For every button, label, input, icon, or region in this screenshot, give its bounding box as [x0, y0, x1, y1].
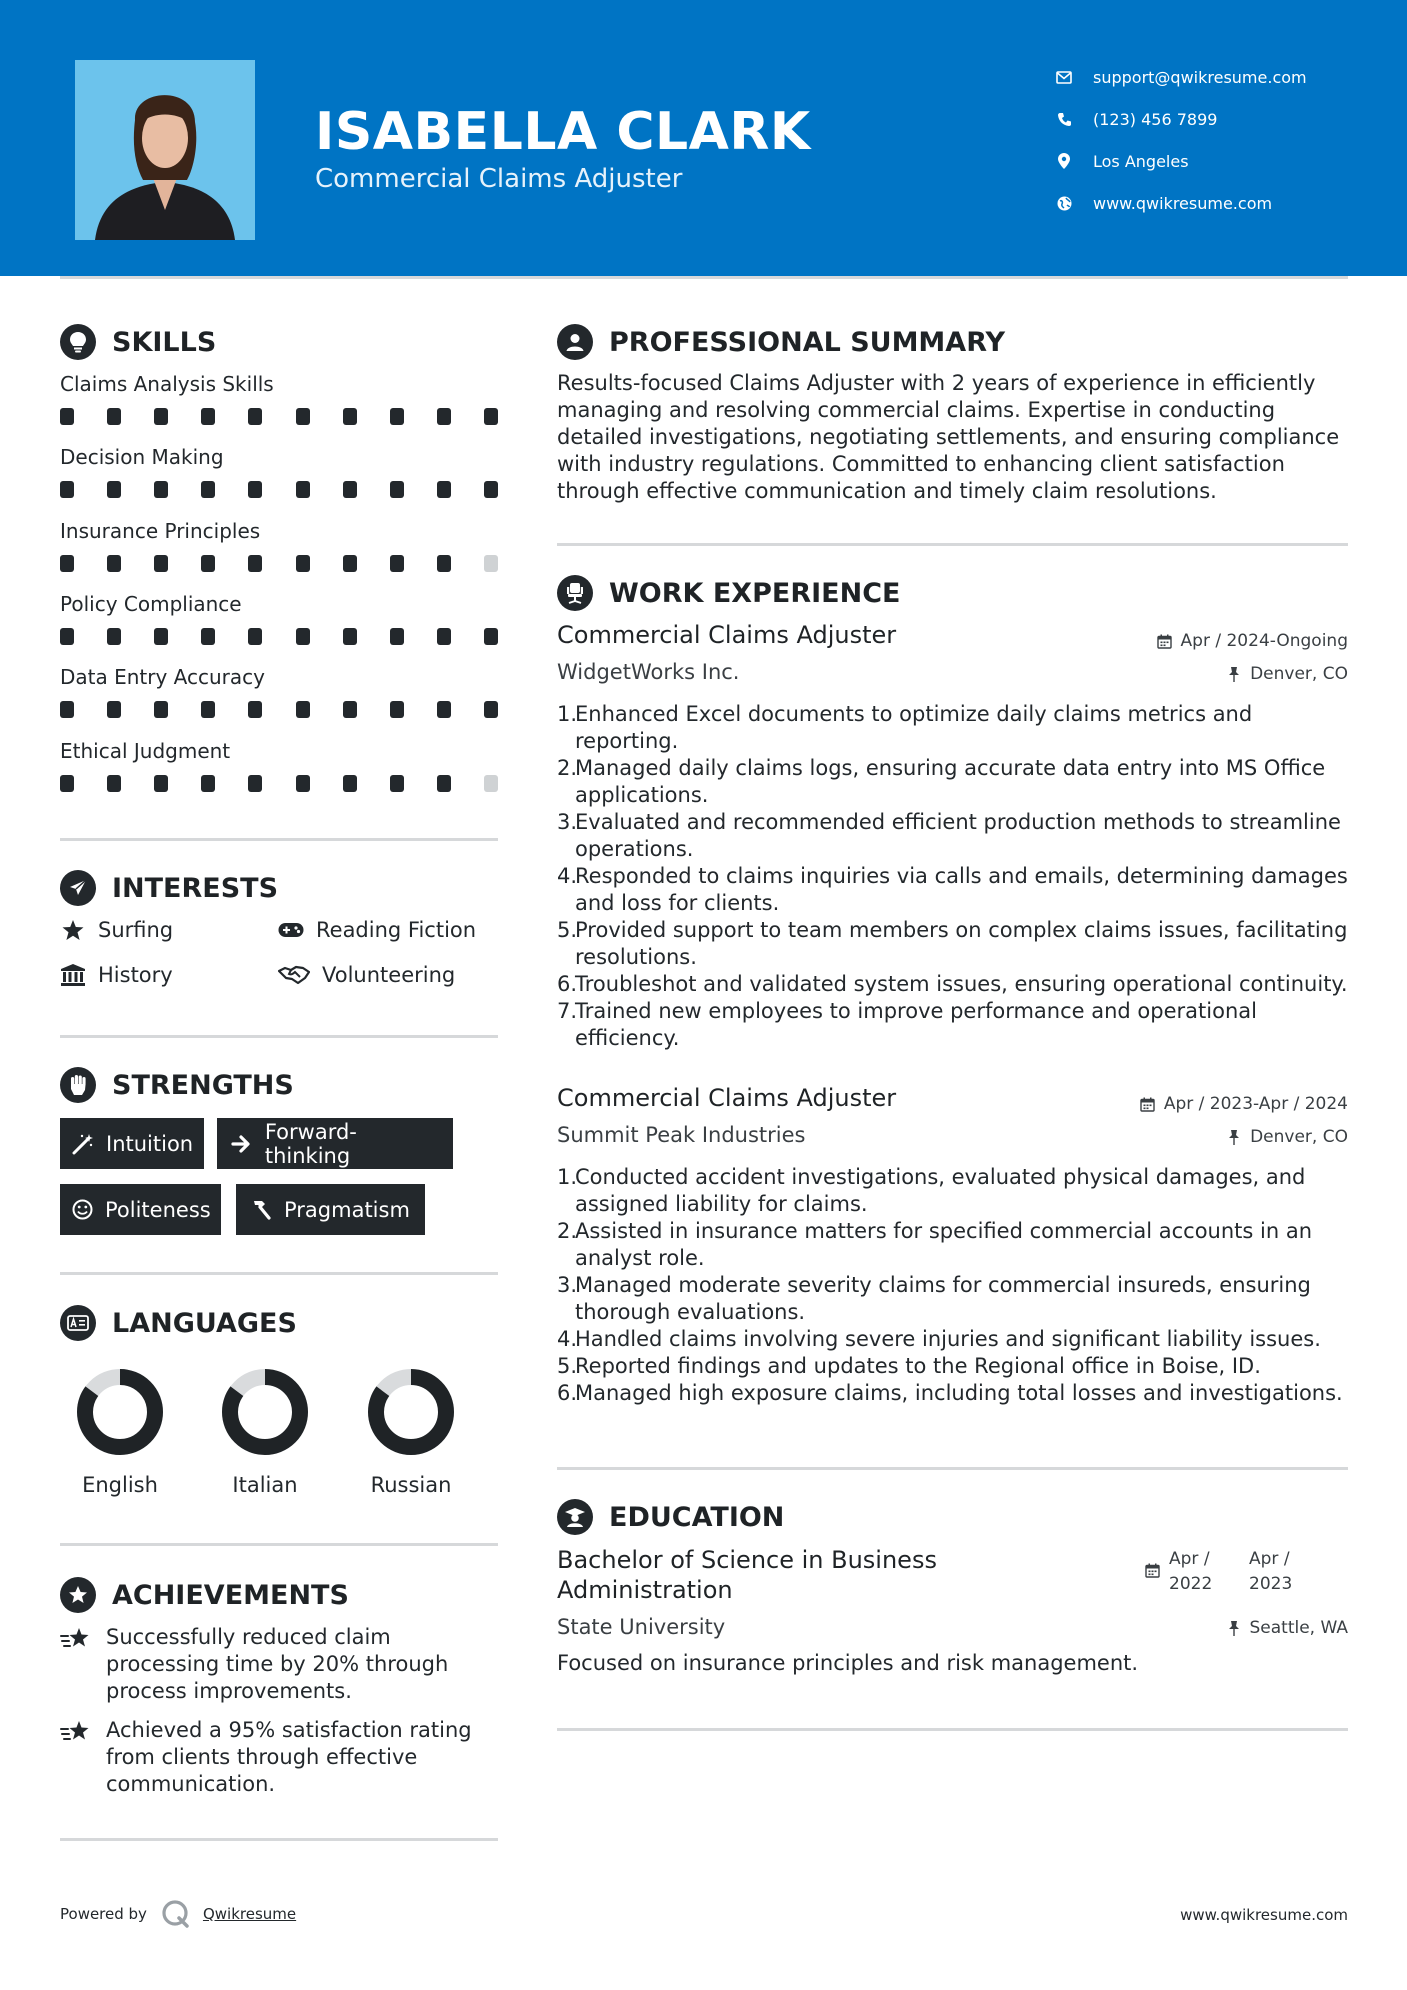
skill-name: Policy Compliance: [60, 591, 242, 616]
achievement-text: Achieved a 95% satisfaction rating from clients through effective communication.: [106, 1718, 472, 1796]
skill-dot-filled: [154, 701, 168, 718]
skill-dot-filled: [390, 775, 404, 792]
interest-label: Volunteering: [322, 963, 456, 987]
skill-dot-filled: [437, 481, 451, 498]
skill-dot-empty: [484, 775, 498, 792]
contact-phone[interactable]: [1055, 98, 1307, 140]
education-description: Focused on insurance principles and risk management.: [557, 1651, 1139, 1675]
education-divider: [557, 1728, 1348, 1731]
skill-dot-filled: [437, 775, 451, 792]
job-bullet: 2. Assisted in insurance matters for specified commercial accounts in an analyst role.: [557, 1218, 1352, 1272]
job-bullet: 3. Managed moderate severity claims for commercial insureds, ensuring thorough evaluations.: [557, 1272, 1352, 1326]
shooting-star-icon: [60, 1624, 92, 1654]
qwikresume-link[interactable]: Qwikresume: [202, 1905, 297, 1923]
job-bullet: 5. Provided support to team members on complex claims issues, facilitating resolutions.: [557, 917, 1352, 971]
skill-dot-filled: [390, 408, 404, 425]
skill-dot-filled: [343, 628, 357, 645]
interest-item: [278, 918, 476, 942]
education-location-text: Seattle, WA: [1249, 1618, 1348, 1638]
language-label: Italian: [232, 1473, 298, 1497]
job-bullet-text: Responded to claims inquiries via calls and emails, determining damages and loss for clients.: [575, 864, 1348, 915]
magic-wand-icon: [72, 1132, 94, 1156]
skill-dot-filled: [201, 555, 215, 572]
skill-name: Decision Making: [60, 445, 224, 470]
calendar-icon: [1140, 1096, 1156, 1112]
language-level-ring: [77, 1369, 163, 1455]
header-divider: [60, 276, 1348, 279]
skill-dot-filled: [201, 775, 215, 792]
skill-dot-filled: [343, 481, 357, 498]
skill-dot-filled: [248, 628, 262, 645]
skill-dot-filled: [201, 628, 215, 645]
contact-location-text: Los Angeles: [1093, 151, 1189, 171]
skill-dot-filled: [107, 775, 121, 792]
skills-title: SKILLS: [112, 326, 217, 358]
shooting-star-icon: [60, 1717, 92, 1747]
candidate-name: ISABELLA CLARK: [315, 102, 811, 162]
achievement-item: [60, 1717, 500, 1798]
skill-dot-filled: [296, 701, 310, 718]
education-start-line2: 2022: [1169, 1574, 1213, 1594]
interest-label: Surfing: [98, 918, 174, 942]
job-bullet: 1. Enhanced Excel documents to optimize daily claims metrics and reporting.: [557, 701, 1352, 755]
experience-heading: [557, 575, 900, 611]
job-bullet-text: Managed moderate severity claims for commercial insureds, ensuring thorough evaluations.: [575, 1273, 1311, 1324]
job-bullet-text: Evaluated and recommended efficient production methods to streamline operations.: [575, 810, 1341, 861]
contact-phone-text: (123) 456 7899: [1093, 109, 1218, 129]
lightbulb-icon: [60, 324, 96, 360]
job-bullet-text: Troubleshot and validated system issues, ensuring operational continuity.: [575, 972, 1348, 996]
education-start: [1169, 1547, 1249, 1597]
arrow-right-icon: [229, 1132, 253, 1156]
strength-label: Politeness: [105, 1197, 211, 1222]
skill-dot-filled: [484, 628, 498, 645]
achievements-heading: [60, 1577, 349, 1613]
skill-dot-filled: [60, 701, 74, 718]
contact-location: [1055, 140, 1307, 182]
skill-dot-filled: [390, 555, 404, 572]
skill-rating: [60, 481, 498, 498]
skill-dot-filled: [343, 701, 357, 718]
summary-heading: [557, 324, 1005, 360]
header-banner: [0, 0, 1407, 276]
job-bullet-text: Managed high exposure claims, including total losses and investigations.: [575, 1381, 1343, 1405]
smile-icon: [72, 1198, 93, 1222]
skill-dot-filled: [107, 555, 121, 572]
job-dates: [1157, 631, 1348, 651]
handshake-icon: [278, 963, 310, 987]
hammer-icon: [248, 1198, 272, 1222]
education-start-line1: Apr /: [1169, 1549, 1210, 1569]
skill-dot-filled: [154, 628, 168, 645]
office-chair-icon: [557, 575, 593, 611]
job-location-text: Denver, CO: [1250, 664, 1348, 684]
job-bullet: 1. Conducted accident investigations, evaluated physical damages, and assigned liability for claims.: [557, 1164, 1352, 1218]
skill-rating: [60, 701, 498, 718]
skill-dot-filled: [154, 408, 168, 425]
skill-dot-empty: [484, 555, 498, 572]
strengths-heading: [60, 1067, 294, 1103]
skill-dot-filled: [154, 555, 168, 572]
skill-rating: [60, 628, 498, 645]
job-bullet-text: Handled claims involving severe injuries and significant liability issues.: [575, 1327, 1321, 1351]
phone-icon: [1055, 110, 1073, 128]
envelope-icon: [1055, 68, 1073, 86]
languages-divider: [60, 1543, 498, 1546]
summary-text: Results-focused Claims Adjuster with 2 years of experience in efficiently managing and resolving commercial claims. Expertise in conducting detailed investigations, negotiating settlements, and ensuring compliance with industry regulations. Committed to enhancing client satisfaction through effective communication and timely claim resolutions.: [557, 371, 1340, 503]
job-company: Summit Peak Industries: [557, 1123, 806, 1147]
achievements-title: ACHIEVEMENTS: [112, 1579, 349, 1611]
graduate-icon: [557, 1499, 593, 1535]
language-item: [205, 1369, 325, 1497]
strength-chip: [236, 1184, 425, 1235]
skill-rating: [60, 555, 498, 572]
calendar-icon: [1157, 633, 1173, 649]
job-bullets: [557, 701, 1352, 1052]
pushpin-icon: [1226, 666, 1242, 682]
experience-divider: [557, 1467, 1348, 1470]
education-end-line2: 2023: [1249, 1574, 1293, 1594]
job-dates: [1140, 1094, 1348, 1114]
contact-email-text: support@qwikresume.com: [1093, 67, 1307, 87]
skill-dot-filled: [296, 481, 310, 498]
skill-dot-filled: [248, 775, 262, 792]
skill-dot-filled: [296, 628, 310, 645]
job-bullet: 7. Trained new employees to improve performance and operational efficiency.: [557, 998, 1352, 1052]
skill-dot-filled: [296, 408, 310, 425]
skill-dot-filled: [343, 555, 357, 572]
strengths-divider: [60, 1272, 498, 1275]
contact-list: [1055, 56, 1307, 224]
languages-heading: [60, 1305, 297, 1341]
skill-name: Ethical Judgment: [60, 738, 231, 763]
strength-label: Intuition: [106, 1131, 194, 1156]
skill-dot-filled: [437, 628, 451, 645]
job-bullet: 2. Managed daily claims logs, ensuring accurate data entry into MS Office applications.: [557, 755, 1352, 809]
job-bullet: 5. Reported findings and updates to the Regional office in Boise, ID.: [557, 1354, 1261, 1378]
skill-dot-filled: [60, 481, 74, 498]
skill-dot-filled: [296, 775, 310, 792]
powered-by-label: Powered by: [60, 1905, 147, 1923]
education-title: EDUCATION: [609, 1501, 785, 1533]
skill-dot-filled: [107, 628, 121, 645]
job-location: [1226, 664, 1348, 684]
paper-plane-icon: [60, 870, 96, 906]
qwikresume-logo-icon: [161, 1899, 191, 1929]
user-icon: [557, 324, 593, 360]
skill-dot-filled: [107, 701, 121, 718]
skill-name: Insurance Principles: [60, 518, 261, 543]
language-label: Russian: [370, 1473, 452, 1497]
skill-dot-filled: [107, 408, 121, 425]
experience-title: WORK EXPERIENCE: [609, 577, 901, 609]
skill-dot-filled: [201, 701, 215, 718]
museum-icon: [60, 963, 86, 987]
interest-item: [60, 918, 173, 942]
strength-chip: [60, 1184, 221, 1235]
skill-dot-filled: [390, 701, 404, 718]
skill-dot-filled: [60, 408, 74, 425]
contact-website[interactable]: [1055, 182, 1307, 224]
job-bullet-text: Reported findings and updates to the Regional office in Boise, ID.: [575, 1354, 1261, 1378]
interests-title: INTERESTS: [112, 872, 279, 904]
job-company: WidgetWorks Inc.: [557, 660, 740, 684]
interest-item: [278, 963, 455, 987]
footer-website[interactable]: www.qwikresume.com: [1180, 1906, 1348, 1924]
skill-dot-filled: [484, 481, 498, 498]
skill-dot-filled: [201, 481, 215, 498]
skill-dot-filled: [296, 555, 310, 572]
candidate-role: Commercial Claims Adjuster: [315, 164, 683, 194]
skill-dot-filled: [390, 481, 404, 498]
education-school: State University: [557, 1615, 726, 1639]
skill-dot-filled: [60, 555, 74, 572]
pushpin-icon: [1226, 1620, 1242, 1636]
strength-label: Forward-thinking: [264, 1119, 357, 1168]
skill-dot-filled: [248, 481, 262, 498]
footer-powered-by: [60, 1899, 296, 1929]
education-degree: Bachelor of Science in Business Administration: [557, 1546, 937, 1604]
star-icon: [60, 918, 86, 942]
education-heading: [557, 1499, 784, 1535]
education-location: [1226, 1618, 1349, 1638]
education-dates: [1145, 1547, 1292, 1597]
job-bullets: [557, 1164, 1352, 1407]
language-card-icon: [60, 1305, 96, 1341]
language-item: [60, 1369, 180, 1497]
job-bullet: 6. Managed high exposure claims, including total losses and investigations.: [557, 1381, 1343, 1405]
strength-chip: [60, 1118, 204, 1169]
skill-dot-filled: [437, 701, 451, 718]
summary-title: PROFESSIONAL SUMMARY: [609, 326, 1006, 358]
skill-dot-filled: [437, 408, 451, 425]
skill-name: Data Entry Accuracy: [60, 665, 265, 690]
job-bullet-text: Conducted accident investigations, evaluated physical damages, and assigned liability for claims.: [575, 1165, 1306, 1216]
skill-dot-filled: [154, 775, 168, 792]
skill-dot-filled: [201, 408, 215, 425]
globe-icon: [1055, 194, 1073, 212]
language-level-ring: [222, 1369, 308, 1455]
job-bullet-text: Managed daily claims logs, ensuring accurate data entry into MS Office applications.: [575, 756, 1326, 807]
skill-dot-filled: [107, 481, 121, 498]
strengths-title: STRENGTHS: [112, 1069, 294, 1101]
pushpin-icon: [1226, 1129, 1242, 1145]
languages-title: LANGUAGES: [112, 1307, 297, 1339]
language-item: [351, 1369, 471, 1497]
job-bullet-text: Assisted in insurance matters for specified commercial accounts in an analyst role.: [575, 1219, 1313, 1270]
skill-dot-filled: [60, 775, 74, 792]
contact-website-text: www.qwikresume.com: [1093, 193, 1273, 213]
skill-dot-filled: [248, 701, 262, 718]
skill-dot-filled: [248, 555, 262, 572]
education-end-line1: Apr /: [1249, 1549, 1290, 1569]
interest-label: Reading Fiction: [316, 918, 477, 942]
job-bullet-text: Enhanced Excel documents to optimize daily claims metrics and reporting.: [575, 702, 1253, 753]
interests-heading: [60, 870, 278, 906]
skills-heading: [60, 324, 216, 360]
job-dates-text: Apr / 2023-Apr / 2024: [1163, 1094, 1348, 1114]
job-bullet: 4. Handled claims involving severe injuries and significant liability issues.: [557, 1327, 1321, 1351]
award-star-icon: [60, 1577, 96, 1613]
strength-label: Pragmatism: [284, 1197, 410, 1222]
job-bullet: 4. Responded to claims inquiries via calls and emails, determining damages and loss for clients.: [557, 863, 1352, 917]
job-dates-text: Apr / 2024-Ongoing: [1180, 631, 1348, 651]
interests-divider: [60, 1035, 498, 1038]
map-pin-icon: [1055, 152, 1073, 170]
language-level-ring: [368, 1369, 454, 1455]
skill-dot-filled: [60, 628, 74, 645]
skill-dot-filled: [343, 775, 357, 792]
job-location-text: Denver, CO: [1250, 1127, 1348, 1147]
skill-dot-filled: [343, 408, 357, 425]
interest-label: History: [98, 963, 173, 987]
skill-dot-filled: [248, 408, 262, 425]
skill-dot-filled: [484, 408, 498, 425]
language-label: English: [82, 1473, 158, 1497]
gamepad-icon: [278, 918, 304, 942]
skill-dot-filled: [484, 701, 498, 718]
skill-rating: [60, 775, 498, 792]
interest-item: [60, 963, 173, 987]
skills-divider: [60, 838, 498, 841]
job-location: [1226, 1127, 1348, 1147]
skill-dot-filled: [154, 481, 168, 498]
achievement-item: [60, 1624, 500, 1705]
calendar-icon: [1145, 1563, 1161, 1579]
contact-email[interactable]: [1055, 56, 1307, 98]
skill-dot-filled: [437, 555, 451, 572]
strength-chip: [217, 1118, 453, 1169]
skill-rating: [60, 408, 498, 425]
achievement-text: Successfully reduced claim processing time by 20% through process improvements.: [106, 1625, 449, 1703]
job-bullet-text: Provided support to team members on complex claims issues, facilitating resolutions.: [575, 918, 1348, 969]
job-bullet: 3. Evaluated and recommended efficient production methods to streamline operations.: [557, 809, 1352, 863]
summary-divider: [557, 543, 1348, 546]
raised-fist-icon: [60, 1067, 96, 1103]
skill-dot-filled: [390, 628, 404, 645]
skill-name: Claims Analysis Skills: [60, 372, 274, 396]
job-title: Commercial Claims Adjuster: [557, 621, 897, 649]
job-bullet-text: Trained new employees to improve performance and operational efficiency.: [575, 999, 1257, 1050]
education-end: [1249, 1547, 1292, 1597]
achievements-divider: [60, 1838, 498, 1841]
profile-photo: [75, 60, 255, 240]
job-bullet: 6. Troubleshot and validated system issues, ensuring operational continuity.: [557, 972, 1348, 996]
job-title: Commercial Claims Adjuster: [557, 1084, 897, 1112]
